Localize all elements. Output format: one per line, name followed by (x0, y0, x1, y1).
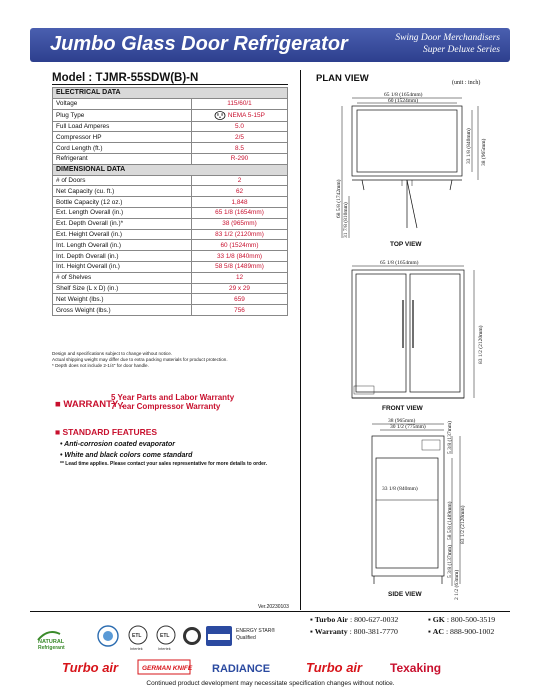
spec-label: Int. Height Overall (in.) (53, 261, 192, 272)
spec-label: Net Weight (lbs.) (53, 294, 192, 305)
spec-value: 60 (1524mm) (192, 240, 288, 251)
contact-entry: ▪ Turbo Air : 800-627-0032 (310, 615, 399, 624)
texaking-logo: Texaking (390, 661, 442, 675)
dim-side-leg: 2 1/2 (63mm) (454, 569, 460, 600)
spec-label: Full Load Amperes (53, 121, 192, 132)
front-view-drawing (352, 266, 474, 398)
dimensional-header: DIMENSIONAL DATA (53, 164, 288, 175)
version: Ver.20230103 (258, 604, 289, 610)
footer-disclaimer: Continued product development may necessitate specification changes without notice. (146, 680, 395, 687)
plan-drawings (302, 88, 502, 606)
electrical-header: ELECTRICAL DATA (53, 88, 288, 99)
dim-side-int-height: 58 5/8 (1489mm) (447, 501, 453, 540)
spec-value: 1,848 (192, 197, 288, 208)
dim-side-height: 83 1/2 (2120mm) (460, 505, 466, 544)
contact-phone: : 800-627-0032 (349, 615, 399, 624)
series-line-2: Super Deluxe Series (422, 45, 500, 55)
spec-label: # of Doors (53, 175, 192, 186)
note-line: Design and specifications subject to change without notice. (52, 351, 173, 356)
dim-top-swing: 68 5/8 (1742mm) (336, 179, 342, 218)
year-warranty-badge-icon (206, 626, 232, 646)
feature-item: • Anti-corrosion coated evaporator (60, 441, 175, 448)
turbo-air-logo-2: Turbo air (306, 660, 363, 675)
top-view-drawing (342, 98, 478, 238)
spec-value: 659 (192, 294, 288, 305)
contact-phone: : 800-381-7770 (349, 627, 398, 636)
contact-phone: : 888-900-1002 (445, 627, 495, 636)
contact-entry: ▪ GK : 800-500-3519 (428, 615, 496, 624)
plan-view-title: PLAN VIEW (316, 73, 369, 84)
natural-text: NATURAL (38, 639, 65, 645)
contact-phone: : 800-500-3519 (446, 615, 496, 624)
column-divider (300, 70, 301, 610)
front-view-label: FRONT VIEW (382, 405, 423, 412)
contact-name: Turbo Air (314, 615, 349, 624)
refrigerant-text: Refrigerant (38, 645, 65, 651)
series-subtitle (395, 32, 500, 56)
contact-row (310, 614, 495, 626)
spec-value: 5.0 (192, 121, 288, 132)
spec-label: Ext. Height Overall (in.) (53, 229, 192, 240)
spec-label: # of Shelves (53, 272, 192, 283)
spec-label: Refrigerant (53, 153, 192, 164)
spec-value: 2 (192, 175, 288, 186)
dim-top-width-inner: 60 (1524mm) (388, 98, 419, 104)
etl-sanitation-logo (157, 626, 175, 651)
etl-logo (129, 626, 147, 651)
spec-value: R-290 (192, 153, 288, 164)
intertek-text: Intertek (130, 647, 143, 651)
contact-name: GK (432, 615, 445, 624)
spec-label: Net Capacity (cu. ft.) (53, 186, 192, 197)
series-line-1: Swing Door Merchandisers (395, 33, 500, 43)
svg-text:ETL: ETL (132, 633, 142, 639)
bottom-rule (30, 611, 510, 612)
spec-table (52, 87, 288, 316)
spec-value: 62 (192, 186, 288, 197)
spec-label: Int. Length Overall (in.) (53, 240, 192, 251)
dim-front-height: 83 1/2 (2120mm) (478, 325, 484, 364)
energy-star-logo (236, 627, 275, 641)
note-line: * Depth does not include 2-1/4" for door handle. (52, 362, 149, 368)
warranty-line: 7 Year Compressor Warranty (111, 402, 221, 411)
page-title: Jumbo Glass Door Refrigerator (50, 33, 348, 55)
plug-icon (214, 111, 226, 120)
contact-name: AC (432, 627, 444, 636)
certification-logos (36, 622, 306, 652)
spec-label: Ext. Length Overall (in.) (53, 207, 192, 218)
dim-side-depth-outer: 38 (965mm) (388, 418, 416, 424)
features-title-text: STANDARD FEATURES (62, 427, 158, 437)
spec-label: Compressor HP (53, 132, 192, 143)
spec-value: 756 (192, 305, 288, 316)
spec-label: Int. Depth Overall (in.) (53, 251, 192, 262)
spec-notes (52, 351, 228, 368)
contact-name: Warranty (314, 627, 348, 636)
natural-refrigerant-logo (38, 632, 65, 651)
spec-label: Ext. Depth Overall (in.)* (53, 218, 192, 229)
warranty-label-text: WARRANTY : (63, 399, 124, 410)
contact-row (310, 626, 495, 638)
snap-logo (98, 626, 118, 646)
dim-top-depth-outer: 38 (965mm) (481, 138, 487, 166)
dim-top-width-outer: 65 1/8 (1654mm) (384, 92, 423, 98)
intertek-text: Intertek (158, 647, 171, 651)
spec-value: 2/5 (192, 132, 288, 143)
spec-label: Shelf Size (L x D) (in.) (53, 283, 192, 294)
energy-star-text: ENERGY STAR® (236, 628, 276, 634)
contact-block (310, 614, 495, 638)
spec-value: 33 1/8 (840mm) (192, 251, 288, 262)
dim-top-depth-inner: 33 1/8 (840mm) (466, 128, 472, 164)
dim-side-top: 5 3/8 (137mm) (447, 421, 453, 454)
dim-front-width: 65 1/8 (1654mm) (380, 260, 419, 266)
dim-side-depth-inner: 30 1/2 (775mm) (390, 424, 426, 430)
spec-label: Gross Weight (lbs.) (53, 305, 192, 316)
warranty-line: 5 Year Parts and Labor Warranty (111, 393, 235, 402)
model-rule (52, 84, 288, 85)
radiance-logo: RADIANCE (212, 663, 271, 675)
dim-side-int-depth: 33 1/8 (840mm) (382, 486, 418, 492)
spec-value: 83 1/2 (2120mm) (192, 229, 288, 240)
note-line: Actual shipping weight may differ due to extra packing materials for product protection. (52, 356, 228, 362)
title-banner (30, 28, 510, 62)
bullet-icon: ■ (55, 427, 63, 437)
spec-value-plug (192, 109, 288, 121)
plug-type: NEMA 5-15P (227, 111, 265, 119)
spec-value: 8.5 (192, 143, 288, 154)
spec-value: 12 (192, 272, 288, 283)
plan-unit: (unit : inch) (452, 80, 481, 86)
spec-label: Voltage (53, 98, 192, 109)
feature-note: ** Lead time applies. Please contact your sales representative for more details to order. (60, 461, 268, 467)
feature-item: • White and black colors come standard (60, 452, 193, 459)
qualified-text: Qualified (236, 635, 256, 641)
spec-value: 58 5/8 (1489mm) (192, 261, 288, 272)
feature-text: White and black colors come standard (64, 452, 193, 459)
spec-label: Bottle Capacity (12 oz.) (53, 197, 192, 208)
feature-text: Anti-corrosion coated evaporator (64, 441, 175, 448)
warranty-terms (111, 393, 234, 411)
features-block (55, 427, 267, 467)
spec-label: Cord Length (ft.) (53, 143, 192, 154)
svg-text:ETL: ETL (160, 633, 170, 639)
side-view-label: SIDE VIEW (388, 591, 422, 598)
spec-value: 29 x 29 (192, 283, 288, 294)
contact-entry: ▪ AC : 888-900-1002 (428, 627, 495, 636)
dim-side-base: 5 3/8 (137mm) (447, 545, 453, 578)
turbo-air-logo: Turbo air (62, 660, 119, 675)
german-knife-logo: GERMAN KNIFE (142, 665, 193, 672)
features-title (55, 427, 267, 437)
brand-logos (60, 658, 490, 676)
dim-top-door: 31 7/8 (810mm) (343, 202, 349, 238)
spec-value: 65 1/8 (1654mm) (192, 207, 288, 218)
bullet-icon: ■ (55, 399, 64, 410)
spec-value: 38 (965mm) (192, 218, 288, 229)
spec-label: Plug Type (53, 109, 192, 121)
top-view-label: TOP VIEW (390, 241, 422, 248)
contact-entry: ▪ Warranty : 800-381-7770 (310, 627, 398, 636)
spec-value: 115/60/1 (192, 98, 288, 109)
warranty-badge-icon (183, 627, 201, 645)
model-number: Model : TJMR-55SDW(B)-N (52, 72, 199, 84)
